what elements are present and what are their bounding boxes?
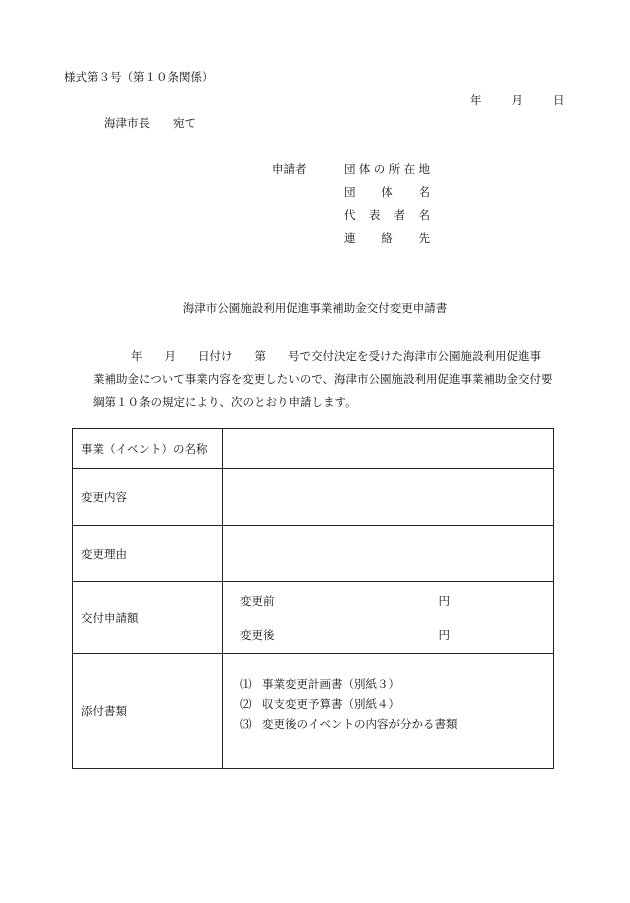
applicant-field-representative: 代 表 者 名 [344,208,430,222]
attachments-label: 添付書類 [73,654,223,769]
applicant-field-org-name: 団 体 名 [344,185,430,199]
document-title: 海津市公園施設利用促進事業補助金交付変更申請書 [182,301,448,315]
event-name-label: 事業（イベント）の名称 [73,429,223,469]
submission-date [470,92,565,108]
change-content-field[interactable] [223,469,554,526]
table-row-change-reason [73,526,554,582]
grant-amount-field[interactable] [223,582,554,654]
body-line-2: 業補助金について事業内容を変更したいので、海津市公園施設利用促進事業補助金交付要 [93,372,553,386]
grant-amount-label: 交付申請額 [73,582,223,654]
attachment-item: ⑵ 収支変更予算書（別紙４） [240,697,400,711]
body-line-1: 年 月 日付け 第 号で交付決定を受けた海津市公園施設利用促進事 [131,349,541,363]
attachment-item: ⑴ 事業変更計画書（別紙３） [240,677,400,691]
body-paragraph [93,345,563,414]
change-reason-label: 変更理由 [73,526,223,582]
addressee: 海津市長 宛て [104,116,196,130]
date-year: 年 [470,93,482,107]
applicant-field-contact: 連 絡 先 [344,231,430,245]
body-line-3: 綱第１０条の規定により、次のとおり申請します。 [93,395,357,409]
attachments-list [223,654,554,769]
amount-after: 変更後 円 [240,627,450,642]
applicant-label: 申請者 [272,162,307,176]
attachment-item: ⑶ 変更後のイベントの内容が分かる書類 [240,717,458,731]
table-row-change-content [73,469,554,526]
applicant-fields [344,161,430,253]
form-number: 様式第３号（第１０条関係） [64,70,214,84]
change-reason-field[interactable] [223,526,554,582]
event-name-field[interactable] [223,429,554,469]
table-row-grant-amount [73,582,554,654]
table-row-event-name [73,429,554,469]
applicant-field-org-address: 団 体 の 所 在 地 [344,162,430,176]
amount-before: 変更前 円 [240,593,450,608]
date-day: 日 [553,93,565,107]
table-row-attachments [73,654,554,769]
application-table [72,428,554,769]
date-month: 月 [511,93,523,107]
change-content-label: 変更内容 [73,469,223,526]
